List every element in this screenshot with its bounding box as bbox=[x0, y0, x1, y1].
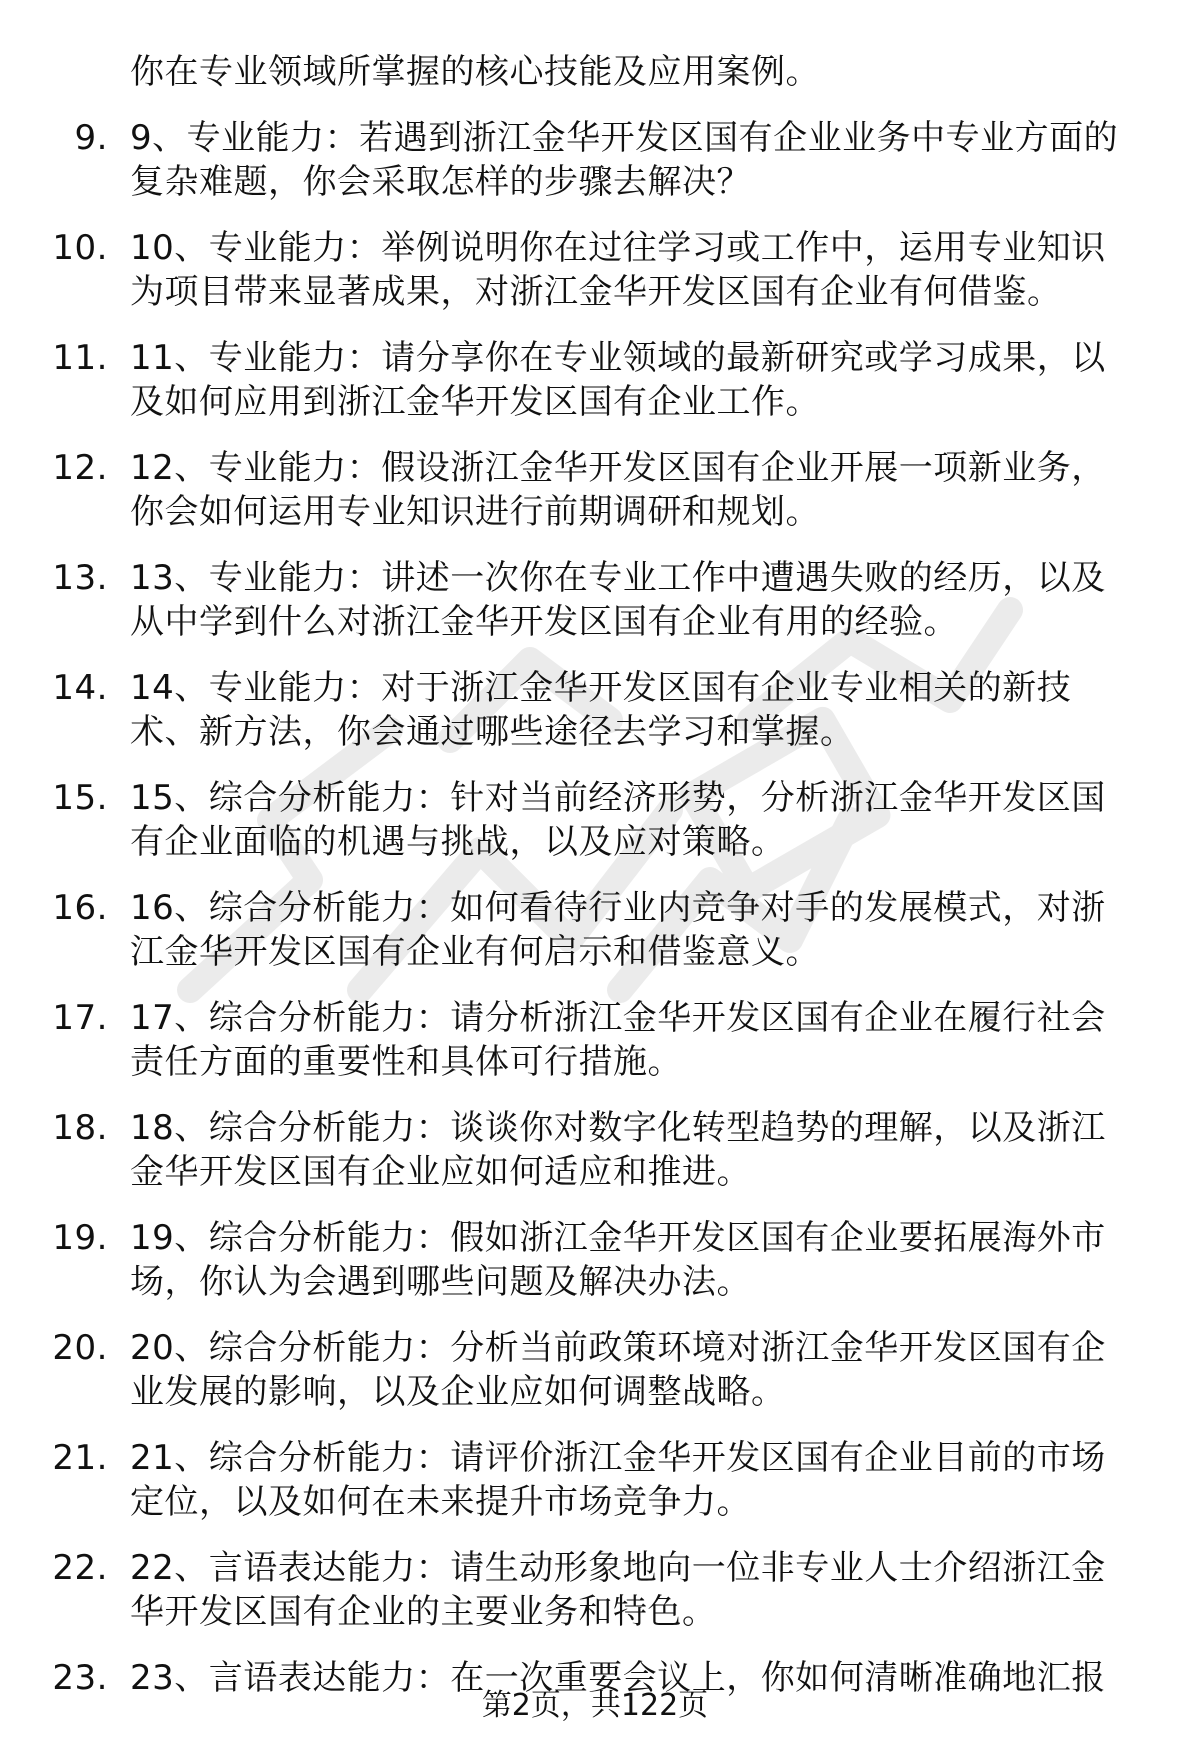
list-item-number: 23. bbox=[52, 1658, 108, 1698]
list-item-text-line: 场，你认为会遇到哪些问题及解决办法。 bbox=[130, 1262, 751, 1302]
list-item-number: 12. bbox=[52, 448, 108, 488]
list-item-number: 10. bbox=[52, 228, 108, 268]
list-item-text-line: 9、专业能力：若遇到浙江金华开发区国有企业业务中专业方面的 bbox=[130, 118, 1119, 158]
list-item-text-line: 11、专业能力：请分享你在专业领域的最新研究或学习成果，以 bbox=[130, 338, 1106, 378]
list-item-number: 19. bbox=[52, 1218, 108, 1258]
list-item-text-line: 及如何应用到浙江金华开发区国有企业工作。 bbox=[130, 382, 820, 422]
list-item-number: 21. bbox=[52, 1438, 108, 1478]
list-item-text-line: 术、新方法，你会通过哪些途径去学习和掌握。 bbox=[130, 712, 855, 752]
list-item-number: 22. bbox=[52, 1548, 108, 1588]
list-item-text-line: 复杂难题，你会采取怎样的步骤去解决？ bbox=[130, 162, 751, 202]
list-item-text-line: 17、综合分析能力：请分析浙江金华开发区国有企业在履行社会 bbox=[130, 998, 1106, 1038]
list-item-text-line: 14、专业能力：对于浙江金华开发区国有企业专业相关的新技 bbox=[130, 668, 1072, 708]
list-item-text-line: 有企业面临的机遇与挑战，以及应对策略。 bbox=[130, 822, 786, 862]
list-item-number: 9. bbox=[74, 118, 108, 158]
list-item-text-line: 20、综合分析能力：分析当前政策环境对浙江金华开发区国有企 bbox=[130, 1328, 1106, 1368]
list-item-number: 20. bbox=[52, 1328, 108, 1368]
list-item-text-line: 金华开发区国有企业应如何适应和推进。 bbox=[130, 1152, 751, 1192]
list-item-text-line: 13、专业能力：讲述一次你在专业工作中遭遇失败的经历，以及 bbox=[130, 558, 1106, 598]
list-item-text-line: 15、综合分析能力：针对当前经济形势，分析浙江金华开发区国 bbox=[130, 778, 1106, 818]
list-item-text-line: 你会如何运用专业知识进行前期调研和规划。 bbox=[130, 492, 820, 532]
list-item-number: 11. bbox=[52, 338, 108, 378]
list-item-text-line: 19、综合分析能力：假如浙江金华开发区国有企业要拓展海外市 bbox=[130, 1218, 1106, 1258]
list-item-text-line: 21、综合分析能力：请评价浙江金华开发区国有企业目前的市场 bbox=[130, 1438, 1106, 1478]
page-footer: 第2页，共122页 bbox=[481, 1688, 709, 1723]
list-item-text-line: 10、专业能力：举例说明你在过往学习或工作中，运用专业知识 bbox=[130, 228, 1106, 268]
list-item-text-line: 华开发区国有企业的主要业务和特色。 bbox=[130, 1592, 717, 1632]
list-item-text-line: 22、言语表达能力：请生动形象地向一位非专业人士介绍浙江金 bbox=[130, 1548, 1106, 1588]
list-item-text-line: 18、综合分析能力：谈谈你对数字化转型趋势的理解，以及浙江 bbox=[130, 1108, 1106, 1148]
list-item-number: 13. bbox=[52, 558, 108, 598]
list-item-number: 15. bbox=[52, 778, 108, 818]
list-item-number: 18. bbox=[52, 1108, 108, 1148]
list-item-text-line: 23、言语表达能力：在一次重要会议上，你如何清晰准确地汇报 bbox=[130, 1658, 1106, 1698]
list-item-text-line: 责任方面的重要性和具体可行措施。 bbox=[130, 1042, 682, 1082]
list-item-text-line: 业发展的影响，以及企业应如何调整战略。 bbox=[130, 1372, 786, 1412]
list-item-text-line: 江金华开发区国有企业有何启示和借鉴意义。 bbox=[130, 932, 820, 972]
list-item-text-line: 从中学到什么对浙江金华开发区国有企业有用的经验。 bbox=[130, 602, 958, 642]
list-item-text-line: 定位，以及如何在未来提升市场竞争力。 bbox=[130, 1482, 751, 1522]
list-item-text-line: 你在专业领域所掌握的核心技能及应用案例。 bbox=[130, 52, 820, 92]
list-item-number: 14. bbox=[52, 668, 108, 708]
list-item-number: 17. bbox=[52, 998, 108, 1038]
list-item-text-line: 12、专业能力：假设浙江金华开发区国有企业开展一项新业务， bbox=[130, 448, 1106, 488]
list-item-number: 16. bbox=[52, 888, 108, 928]
list-item-text-line: 16、综合分析能力：如何看待行业内竞争对手的发展模式，对浙 bbox=[130, 888, 1106, 928]
list-item-text-line: 为项目带来显著成果，对浙江金华开发区国有企业有何借鉴。 bbox=[130, 272, 1062, 312]
